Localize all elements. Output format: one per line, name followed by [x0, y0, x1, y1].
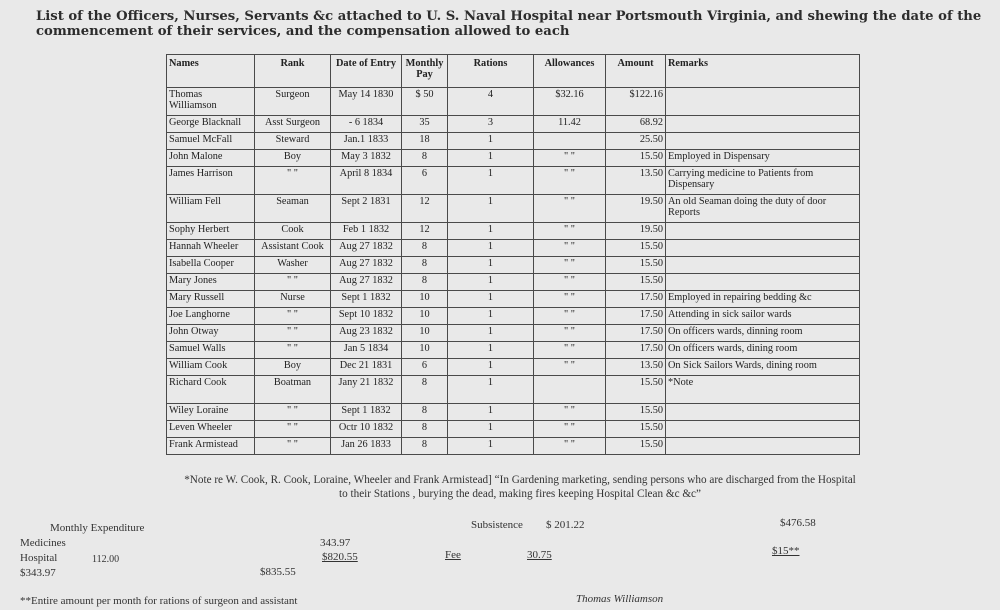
- cell-name: Samuel Walls: [167, 342, 255, 359]
- cell-remarks: On Sick Sailors Wards, dining room: [666, 359, 860, 376]
- cell-remarks: [666, 438, 860, 455]
- cell-amount: 15.50: [606, 404, 666, 421]
- cell-allowances: " ": [534, 274, 606, 291]
- cell-date: - 6 1834: [331, 116, 402, 133]
- table-row: [167, 308, 860, 325]
- table-row: [167, 291, 860, 308]
- cell-allowances: " ": [534, 308, 606, 325]
- cell-allowances: " ": [534, 167, 606, 195]
- cell-allowances: " ": [534, 257, 606, 274]
- cell-date: May 3 1832: [331, 150, 402, 167]
- cell-name: Samuel McFall: [167, 133, 255, 150]
- signature: Thomas Williamson: [576, 593, 664, 605]
- cell-rank: Boy: [255, 150, 331, 167]
- table-row: [167, 325, 860, 342]
- cell-name: Joe Langhorne: [167, 308, 255, 325]
- cell-date: Aug 27 1832: [331, 257, 402, 274]
- cell-amount: 15.50: [606, 150, 666, 167]
- cell-remarks: Employed in Dispensary: [666, 150, 860, 167]
- cell-pay: 10: [402, 325, 448, 342]
- cell-amount: 17.50: [606, 342, 666, 359]
- cell-rations: 1: [448, 167, 534, 195]
- cell-remarks: An old Seaman doing the duty of door Reports: [666, 195, 860, 223]
- cell-rank: Asst Surgeon: [255, 116, 331, 133]
- staff-table: [166, 54, 860, 455]
- cell-date: Octr 10 1832: [331, 421, 402, 438]
- cell-remarks: [666, 223, 860, 240]
- header-names: Names: [167, 55, 255, 88]
- table-row: [167, 438, 860, 455]
- cell-pay: 6: [402, 167, 448, 195]
- subsistence-label: Subsistence: [471, 519, 523, 531]
- cell-remarks: Attending in sick sailor wards: [666, 308, 860, 325]
- cell-rank: " ": [255, 325, 331, 342]
- cell-pay: 8: [402, 438, 448, 455]
- cell-rank: Steward: [255, 133, 331, 150]
- cell-rank: " ": [255, 308, 331, 325]
- table-row: [167, 376, 860, 404]
- left-total: $343.97: [20, 567, 56, 579]
- cell-rank: " ": [255, 167, 331, 195]
- cell-name: Wiley Loraine: [167, 404, 255, 421]
- cell-name: Isabella Cooper: [167, 257, 255, 274]
- cell-pay: 8: [402, 376, 448, 404]
- table-row: [167, 133, 860, 150]
- cell-date: Sept 1 1832: [331, 404, 402, 421]
- cell-date: Aug 27 1832: [331, 240, 402, 257]
- cell-amount: $122.16: [606, 88, 666, 116]
- fee-amount: 30.75: [527, 549, 552, 561]
- header-date: Date of Entry: [331, 55, 402, 88]
- entire-amount-note: **Entire amount per month for rations of surgeon and assistant: [20, 595, 298, 607]
- cell-rations: 1: [448, 195, 534, 223]
- cell-amount: 15.50: [606, 257, 666, 274]
- cell-allowances: " ": [534, 421, 606, 438]
- cell-date: Dec 21 1831: [331, 359, 402, 376]
- cell-date: Jan.1 1833: [331, 133, 402, 150]
- cell-date: Feb 1 1832: [331, 223, 402, 240]
- cell-date: Aug 27 1832: [331, 274, 402, 291]
- cell-rations: 4: [448, 88, 534, 116]
- cell-allowances: $32.16: [534, 88, 606, 116]
- fee-label: Fee: [445, 549, 461, 561]
- cell-rank: Washer: [255, 257, 331, 274]
- cell-name: James Harrison: [167, 167, 255, 195]
- header-remarks: Remarks: [666, 55, 860, 88]
- cell-name: William Fell: [167, 195, 255, 223]
- cell-allowances: " ": [534, 150, 606, 167]
- header-amount: Amount: [606, 55, 666, 88]
- cell-date: Sept 10 1832: [331, 308, 402, 325]
- cell-name: Leven Wheeler: [167, 421, 255, 438]
- header-rank: Rank: [255, 55, 331, 88]
- cell-rations: 1: [448, 291, 534, 308]
- cell-remarks: [666, 133, 860, 150]
- cell-rations: 1: [448, 325, 534, 342]
- table-row: [167, 223, 860, 240]
- col-a-value-2: $820.55: [322, 551, 358, 563]
- cell-rations: 1: [448, 223, 534, 240]
- table-row: [167, 88, 860, 116]
- cell-name: Sophy Herbert: [167, 223, 255, 240]
- table-row: [167, 195, 860, 223]
- cell-allowances: [534, 376, 606, 404]
- cell-pay: 8: [402, 421, 448, 438]
- header-row: [167, 55, 860, 88]
- right-total: $476.58: [780, 517, 816, 529]
- cell-amount: 15.50: [606, 438, 666, 455]
- monthly-expenditure-label: Monthly Expenditure: [50, 522, 145, 534]
- cell-rations: 1: [448, 308, 534, 325]
- cell-remarks: [666, 88, 860, 116]
- cell-rations: 1: [448, 257, 534, 274]
- cell-rations: 1: [448, 404, 534, 421]
- note-line-1: *Note re W. Cook, R. Cook, Loraine, Wheeler and Frank Armistead] “In Gardening marketing, sending persons who are discharged from the Hospital: [184, 474, 856, 486]
- mid-total: $835.55: [260, 566, 296, 578]
- cell-allowances: " ": [534, 325, 606, 342]
- cell-rations: 1: [448, 274, 534, 291]
- header-pay: Monthly Pay: [402, 55, 448, 88]
- cell-date: Sept 2 1831: [331, 195, 402, 223]
- document-title: List of the Officers, Nurses, Servants &c attached to U. S. Naval Hospital near Portsmouth Virginia, and shewing the date of the commencement of their services, and the compensation allowed to each: [36, 9, 982, 39]
- cell-pay: 12: [402, 195, 448, 223]
- cell-pay: 35: [402, 116, 448, 133]
- cell-remarks: [666, 257, 860, 274]
- cell-name: Frank Armistead: [167, 438, 255, 455]
- cell-pay: 8: [402, 240, 448, 257]
- cell-allowances: " ": [534, 404, 606, 421]
- cell-pay: 10: [402, 342, 448, 359]
- cell-rations: 3: [448, 116, 534, 133]
- cell-name: Richard Cook: [167, 376, 255, 404]
- right-small-amount: $15**: [772, 545, 800, 557]
- cell-rank: Cook: [255, 223, 331, 240]
- gardening-note: [130, 473, 910, 501]
- cell-allowances: 11.42: [534, 116, 606, 133]
- cell-rations: 1: [448, 421, 534, 438]
- cell-remarks: Employed in repairing bedding &c: [666, 291, 860, 308]
- cell-rank: Assistant Cook: [255, 240, 331, 257]
- cell-rations: 1: [448, 240, 534, 257]
- cell-remarks: *Note: [666, 376, 860, 404]
- cell-name: Hannah Wheeler: [167, 240, 255, 257]
- cell-amount: 13.50: [606, 167, 666, 195]
- table-row: [167, 274, 860, 291]
- cell-rank: Surgeon: [255, 88, 331, 116]
- cell-amount: 15.50: [606, 421, 666, 438]
- cell-name: Mary Jones: [167, 274, 255, 291]
- cell-amount: 13.50: [606, 359, 666, 376]
- cell-name: Mary Russell: [167, 291, 255, 308]
- cell-rations: 1: [448, 438, 534, 455]
- hospital-amount: 112.00: [92, 554, 120, 565]
- cell-pay: 10: [402, 308, 448, 325]
- medicines-label: Medicines: [20, 537, 66, 549]
- cell-amount: 19.50: [606, 195, 666, 223]
- table-row: [167, 257, 860, 274]
- cell-pay: 8: [402, 274, 448, 291]
- table-row: [167, 342, 860, 359]
- cell-rank: Nurse: [255, 291, 331, 308]
- cell-name: William Cook: [167, 359, 255, 376]
- cell-pay: 8: [402, 257, 448, 274]
- cell-date: May 14 1830: [331, 88, 402, 116]
- cell-date: Jan 26 1833: [331, 438, 402, 455]
- cell-date: Aug 23 1832: [331, 325, 402, 342]
- cell-remarks: Carrying medicine to Patients from Dispensary: [666, 167, 860, 195]
- cell-rank: " ": [255, 274, 331, 291]
- cell-rank: " ": [255, 438, 331, 455]
- cell-rank: Boatman: [255, 376, 331, 404]
- table-row: [167, 167, 860, 195]
- cell-allowances: " ": [534, 195, 606, 223]
- note-line-2: to their Stations , burying the dead, making fires keeping Hospital Clean &c &c”: [339, 488, 701, 500]
- cell-rank: " ": [255, 421, 331, 438]
- table-row: [167, 150, 860, 167]
- cell-date: Sept 1 1832: [331, 291, 402, 308]
- header-allowances: Allowances: [534, 55, 606, 88]
- table-row: [167, 240, 860, 257]
- cell-remarks: [666, 240, 860, 257]
- cell-pay: 12: [402, 223, 448, 240]
- cell-pay: 18: [402, 133, 448, 150]
- cell-pay: 10: [402, 291, 448, 308]
- cell-amount: 17.50: [606, 308, 666, 325]
- cell-remarks: [666, 404, 860, 421]
- cell-pay: 8: [402, 150, 448, 167]
- cell-rations: 1: [448, 376, 534, 404]
- cell-allowances: " ": [534, 223, 606, 240]
- table-row: [167, 359, 860, 376]
- table-row: [167, 116, 860, 133]
- cell-name: George Blacknall: [167, 116, 255, 133]
- cell-allowances: " ": [534, 342, 606, 359]
- cell-amount: 19.50: [606, 223, 666, 240]
- cell-remarks: [666, 421, 860, 438]
- cell-remarks: On officers wards, dinning room: [666, 325, 860, 342]
- cell-rations: 1: [448, 342, 534, 359]
- cell-rations: 1: [448, 150, 534, 167]
- cell-amount: 15.50: [606, 376, 666, 404]
- cell-rations: 1: [448, 359, 534, 376]
- cell-allowances: [534, 133, 606, 150]
- cell-amount: 17.50: [606, 291, 666, 308]
- cell-amount: 17.50: [606, 325, 666, 342]
- cell-date: April 8 1834: [331, 167, 402, 195]
- hospital-label: Hospital: [20, 552, 58, 564]
- cell-pay: 6: [402, 359, 448, 376]
- cell-amount: 15.50: [606, 240, 666, 257]
- cell-remarks: [666, 116, 860, 133]
- cell-amount: 68.92: [606, 116, 666, 133]
- cell-amount: 25.50: [606, 133, 666, 150]
- cell-rank: Seaman: [255, 195, 331, 223]
- cell-remarks: [666, 274, 860, 291]
- table-row: [167, 404, 860, 421]
- cell-allowances: " ": [534, 291, 606, 308]
- cell-rations: 1: [448, 133, 534, 150]
- cell-amount: 15.50: [606, 274, 666, 291]
- cell-allowances: " ": [534, 438, 606, 455]
- cell-pay: $ 50: [402, 88, 448, 116]
- cell-rank: " ": [255, 404, 331, 421]
- subsistence-amount: $ 201.22: [546, 519, 585, 531]
- cell-date: Jan 5 1834: [331, 342, 402, 359]
- cell-name: John Otway: [167, 325, 255, 342]
- col-a-value-1: 343.97: [320, 537, 351, 549]
- cell-rank: " ": [255, 342, 331, 359]
- cell-remarks: On officers wards, dining room: [666, 342, 860, 359]
- header-rations: Rations: [448, 55, 534, 88]
- cell-rank: Boy: [255, 359, 331, 376]
- cell-allowances: " ": [534, 359, 606, 376]
- cell-pay: 8: [402, 404, 448, 421]
- cell-date: Jany 21 1832: [331, 376, 402, 404]
- cell-name: Thomas Williamson: [167, 88, 255, 116]
- cell-allowances: " ": [534, 240, 606, 257]
- cell-name: John Malone: [167, 150, 255, 167]
- table-row: [167, 421, 860, 438]
